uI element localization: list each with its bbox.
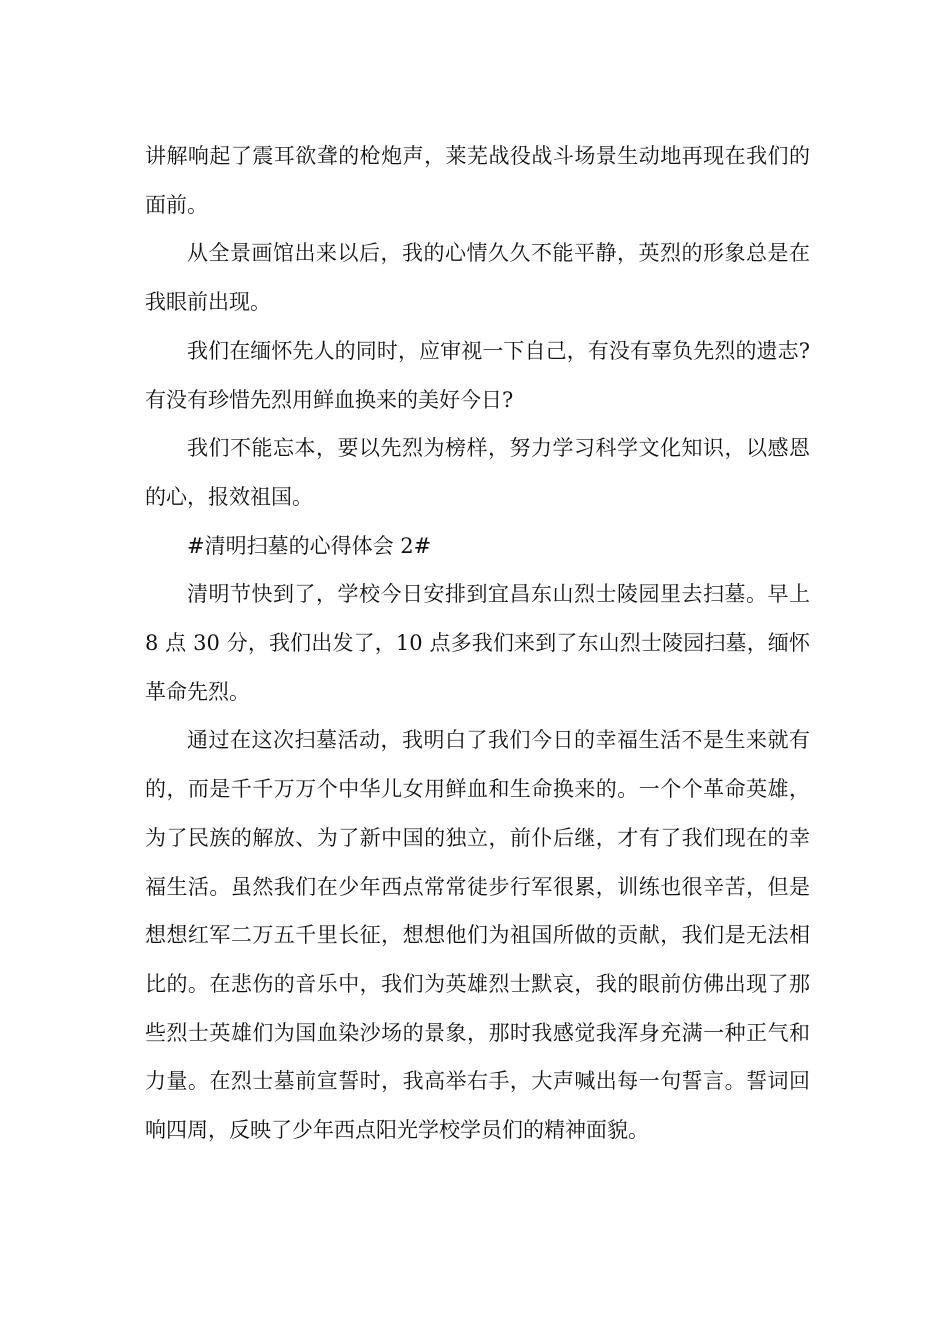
paragraph: 我们不能忘本，要以先烈为榜样，努力学习科学文化知识，以感恩的心，报效祖国。 bbox=[145, 436, 810, 509]
document-body bbox=[145, 132, 810, 1155]
section-heading: #清明扫墓的心得体会 2# bbox=[187, 533, 432, 558]
paragraph: 清明节快到了，学校今日安排到宜昌东山烈士陵园里去扫墓。早上 8 点 30 分，我们出发了，10 点多我们来到了东山烈士陵园扫墓，缅怀革命先烈。 bbox=[145, 582, 810, 704]
paragraph: 通过在这次扫墓活动，我明白了我们今日的幸福生活不是生来就有的，而是千千万万个中华儿女用鲜血和生命换来的。一个个革命英雄，为了民族的解放、为了新中国的独立，前仆后继，才有了我们现在的幸福生活。虽然我们在少年西点常常徒步行军很累，训练也很辛苦，但是想想红军二万五千里长征，想想他们为祖国所做的贡献，我们是无法相比的。在悲伤的音乐中，我们为英雄烈士默哀，我的眼前仿佛出现了那些烈士英雄们为国血染沙场的景象，那时我感觉我浑身充满一种正气和力量。在烈士墓前宣誓时，我高举右手，大声喊出每一句誓言。誓词回响四周，反映了少年西点阳光学校学员们的精神面貌。 bbox=[145, 728, 810, 1143]
paragraph-continuation: 讲解响起了震耳欲聋的枪炮声，莱芜战役战斗场景生动地再现在我们的面前。 bbox=[145, 144, 810, 217]
paragraph: 我们在缅怀先人的同时，应审视一下自己，有没有辜负先烈的遗志?有没有珍惜先烈用鲜血换来的美好今日? bbox=[145, 338, 810, 412]
paragraph: 从全景画馆出来以后，我的心情久久不能平静，英烈的形象总是在我眼前出现。 bbox=[145, 241, 810, 315]
